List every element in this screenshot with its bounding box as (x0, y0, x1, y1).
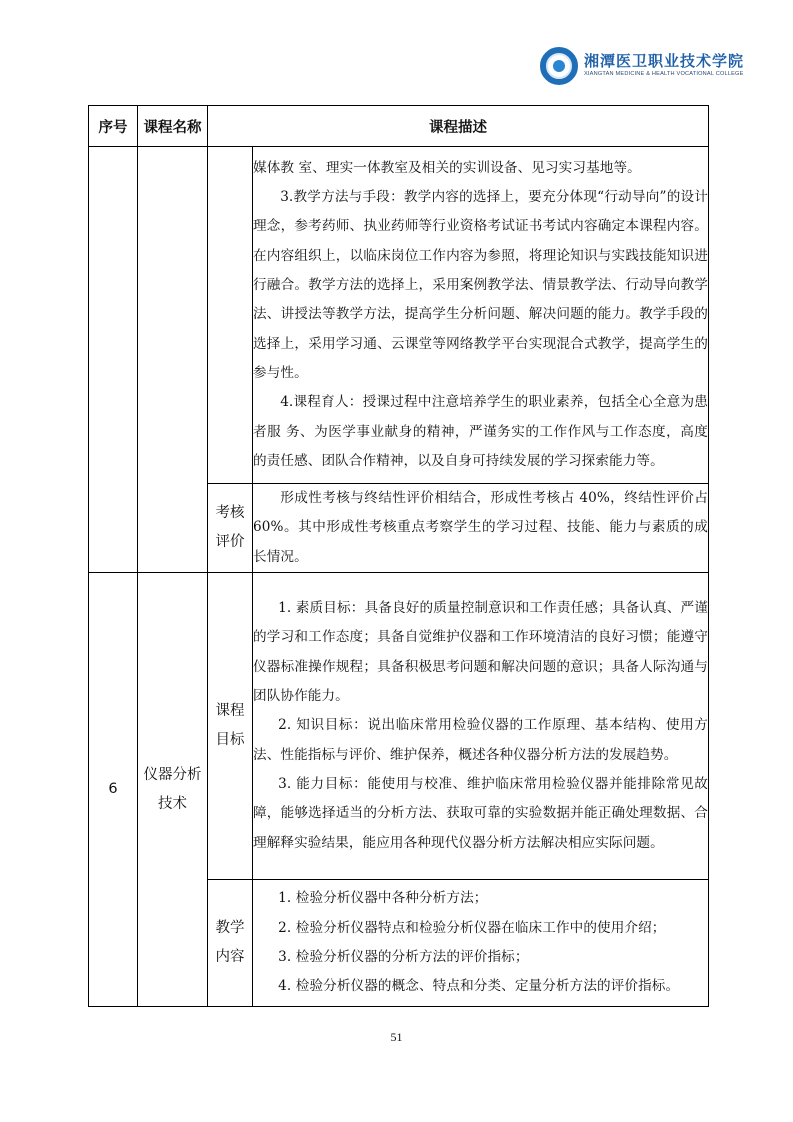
assessment-label: 考核 评价 (208, 484, 253, 573)
continued-num-cell (89, 147, 138, 573)
continued-sub-cell (208, 147, 253, 484)
continued-paragraph: 4.课程育人：授课过程中注意培养学生的职业素养，包括全心全意为患者服 务、为医学事业献身的精神，严谨务实的工作作风与工作态度，高度的责任感、团队合作精神，以及自身可持续发展的学习探索能力等。 (253, 394, 708, 469)
content-desc (253, 880, 709, 1007)
continued-paragraph: 3.教学方法与手段：教学内容的选择上，要充分体现“行动导向”的设计理念，参考药师、执业药师等行业资格考试证书考试内容确定本课程内容。在内容组织上，以临床岗位工作内容为参照，将理论知识与实践技能知识进行融合。教学方法的选择上，采用案例教学法、情景教学法、行动导向教学法、讲授法等教学方法，提高学生分析问题、解决问题的能力。教学手段的选择上，采用学习通、云课堂等网络教学平台实现混合式教学，提高学生的参与性。 (253, 189, 708, 381)
course-6-name: 仪器分析 技术 (138, 573, 208, 1007)
college-name-en: XIANGTAN MEDICINE & HEALTH VOCATIONAL COLLEGE (584, 71, 744, 78)
objective-item: 1. 素质目标：具备良好的质量控制意识和工作责任感；具备认真、严谨的学习和工作态度；具备自觉维护仪器和工作环境清洁的良好习惯；能遵守仪器标准操作规程；具备积极思考问题和解决问题的意识；具备人际沟通与团队协作能力。 (253, 600, 708, 705)
content-item: 2. 检验分析仪器特点和检验分析仪器在临床工作中的使用介绍； (278, 919, 666, 936)
continued-desc-cell (253, 147, 709, 484)
header-course-desc: 课程描述 (208, 106, 709, 147)
header-course-name: 课程名称 (138, 106, 208, 147)
content-item: 4. 检验分析仪器的概念、特点和分类、定量分析方法的评价指标。 (278, 978, 680, 995)
content-item: 3. 检验分析仪器的分析方法的评价指标； (278, 949, 529, 965)
course-table (88, 105, 709, 1007)
table-header-row (89, 106, 709, 147)
content-label: 教学 内容 (208, 880, 253, 1007)
objectives-desc (253, 573, 709, 880)
content-item: 1. 检验分析仪器中各种分析方法； (278, 890, 488, 907)
objective-item: 2. 知识目标：说出临床常用检验仪器的工作原理、基本结构、使用方法、性能指标与评价、维护保养，概述各种仪器分析方法的发展趋势。 (253, 717, 708, 763)
college-seal-icon (540, 47, 578, 85)
objectives-label: 课程 目标 (208, 573, 253, 880)
page-number: 51 (390, 1030, 403, 1044)
assessment-desc: 形成性考核与终结性评价相结合，形成性考核占 40%，终结性评价占 60%。其中形成性考核重点考察学生的学习过程、技能、能力与素质的成长情况。 (253, 484, 709, 573)
course-6-number: 6 (89, 573, 138, 1007)
continued-row-teaching (89, 147, 709, 484)
college-logo (540, 46, 745, 86)
continued-paragraph: 媒体教 室、理实一体教室及相关的实训设备、见习实习基地等。 (253, 159, 641, 176)
objective-item: 3. 能力目标：能使用与校准、维护临床常用检验仪器并能排除常见故障，能够选择适当的分析方法、获取可靠的实验数据并能正确处理数据、合理解释实验结果，能应用各种现代仪器分析方法解决相应实际问题。 (253, 775, 708, 851)
header-num: 序号 (89, 106, 138, 147)
course-6-row-objectives (89, 573, 709, 880)
college-name-cn: 湘潭医卫职业技术学院 (584, 52, 745, 71)
continued-name-cell (138, 147, 208, 573)
